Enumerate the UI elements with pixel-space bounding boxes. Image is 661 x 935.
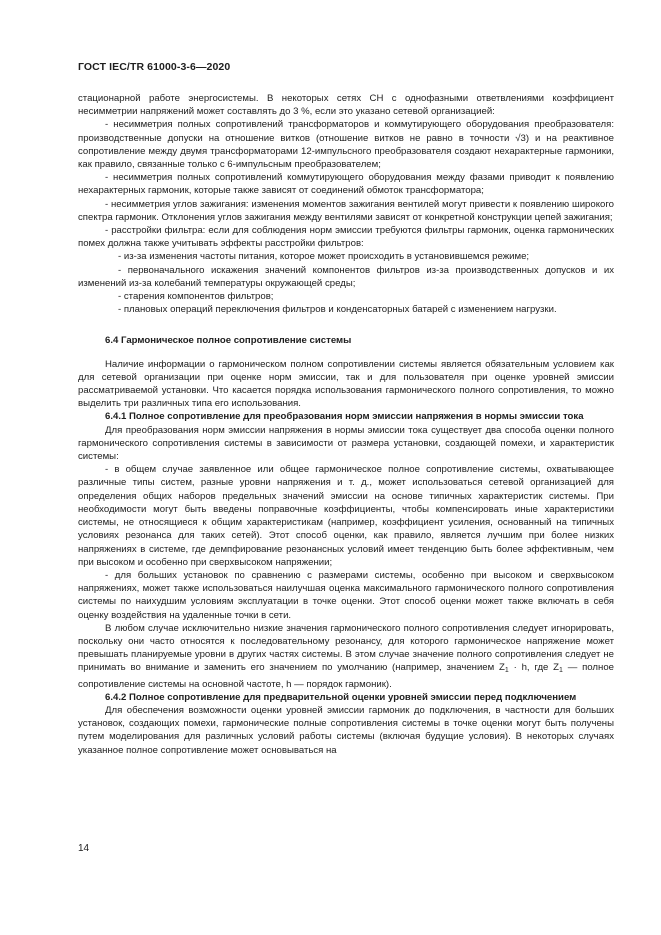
page-number: 14 [78,843,90,854]
sub-list-item: - из-за изменения частоты питания, которое может происходить в установившемся режиме; [118,251,530,263]
list-item: - для больших установок по сравнению с размерами системы, особенно при высоком и сверхвысоком напряжениях, может также использоваться наилучшая оценка максимального гармонического полного сопротивления системы по наихудшим условиям эксплуатации в точке оценки. Этот способ оценки может также включать в себя оценку воздействия на удаленные точки в сети. [78,569,614,621]
paragraph: стационарной работе энергосистемы. В некоторых сетях СН с однофазными ответвлениями коэффициент несимметрии напряжений может составлять до 3 %, если это указано сетевой организацией: [78,93,614,118]
section-heading: 6.4 Гармоническое полное сопротивление системы [105,335,352,347]
list-item: - несимметрия полных сопротивлений трансформаторов и коммутирующего оборудования преобразователя: производственные допуски на отношение витков (отношение витков не равно в точности √3) и на реактивное сопротивление между двумя трансформаторами 12-импульсного преобразователя создают нехарактерные гармоники, как правило, связанные только с 6-импульсным преобразователем; [78,119,614,171]
page-body [78,92,614,757]
subsection-heading: 6.4.1 Полное сопротивление для преобразования норм эмиссии напряжения в нормы эмиссии тока [105,411,584,423]
sub-list-item: - плановых операций переключения фильтров и конденсаторных батарей с изменением нагрузки. [118,304,557,316]
subscript: 1 [504,667,509,675]
sub-list-item: - старения компонентов фильтров; [118,291,274,303]
text-run: — полное сопротивление системы на основной частоте, h — порядок гармоник). [78,662,614,690]
list-item: - в общем случае заявленное или общее гармоническое полное сопротивление системы, охватывающее различные типы систем, разные уровни напряжения и т. д., может использоваться сетевой организацией для определения общих наборов предельных значений эмиссии на основе типичных характеристик системы. При необходимости могут быть введены поправочные коэффициенты, чтобы компенсировать иные характеристики системы, не относящиеся к общим характеристикам (например, коэффициент усиления, основанный на типичных условиях резонанса для таких сетей). Этот способ оценки, как правило, является лучшим при более низких напряжениях в системе, где демпфирование резонансных условий имеет тенденцию быть более эффективным, чем при высоком и особенно при сверхвысоком напряжении; [78,464,614,568]
list-item: - несимметрия углов зажигания: изменения моментов зажигания вентилей могут привести к появлению широкого спектра гармоник. Отклонения углов зажигания между вентилями зависят от конкретной конструкции цепей зажигания; [78,198,614,223]
list-item: - несимметрия полных сопротивлений коммутирующего оборудования между фазами приводит к появлению нехарактерных гармоник, которые также зависят от соединений обмоток трансформатора; [78,172,614,197]
paragraph: Наличие информации о гармоническом полном сопротивлении системы является обязательным условием как для сетевой организации при оценке норм эмиссии, так и для пользователя при оценке уровней эмиссии рассматриваемой установки. Что касается порядка использования гармонического полного сопротивления, то можно выделить три различных типа его использования. [78,358,614,410]
paragraph [78,622,614,691]
paragraph: Для преобразования норм эмиссии напряжения в нормы эмиссии тока существует два способа оценки полного гармонического сопротивления системы в зависимости от размера установки, создающей помехи, и характеристик системы: [78,424,614,463]
paragraph: Для обеспечения возможности оценки уровней эмиссии гармоник до подключения, в частности для больших установок, создающих помехи, гармонические полные сопротивления системы в точке оценки могут быть получены путем моделирования для различных условий работы системы (включая будущие условия). В некоторых случаях указанное полное сопротивление может основываться на [78,704,614,756]
list-item: - расстройки фильтра: если для соблюдения норм эмиссии требуются фильтры гармоник, оценка гармонических помех должна также учитывать эффекты расстройки фильтров: [78,225,614,250]
text-run: · h, где Z [508,662,560,674]
subsection-heading: 6.4.2 Полное сопротивление для предварительной оценки уровней эмиссии перед подключением [105,691,577,703]
sub-list-item: - первоначального искажения значений компонентов фильтров из-за производственных допусков и их изменений из-за колебаний температуры окружающей среды; [78,264,614,289]
document-header: ГОСТ IEC/TR 61000-3-6—2020 [78,61,231,73]
text-run: В любом случае исключительно низкие значения гармонического полного сопротивления следует игнорировать, поскольку они часто относятся к последовательному резонансу, для которого гармоническое напряжение может превышать планируемые уровни в других частях системы. В этом случае значение полного сопротивления следует не принимать во внимание и заменить его значением по умолчанию (например, значением Z [78,622,614,674]
subscript: 1 [559,667,563,675]
